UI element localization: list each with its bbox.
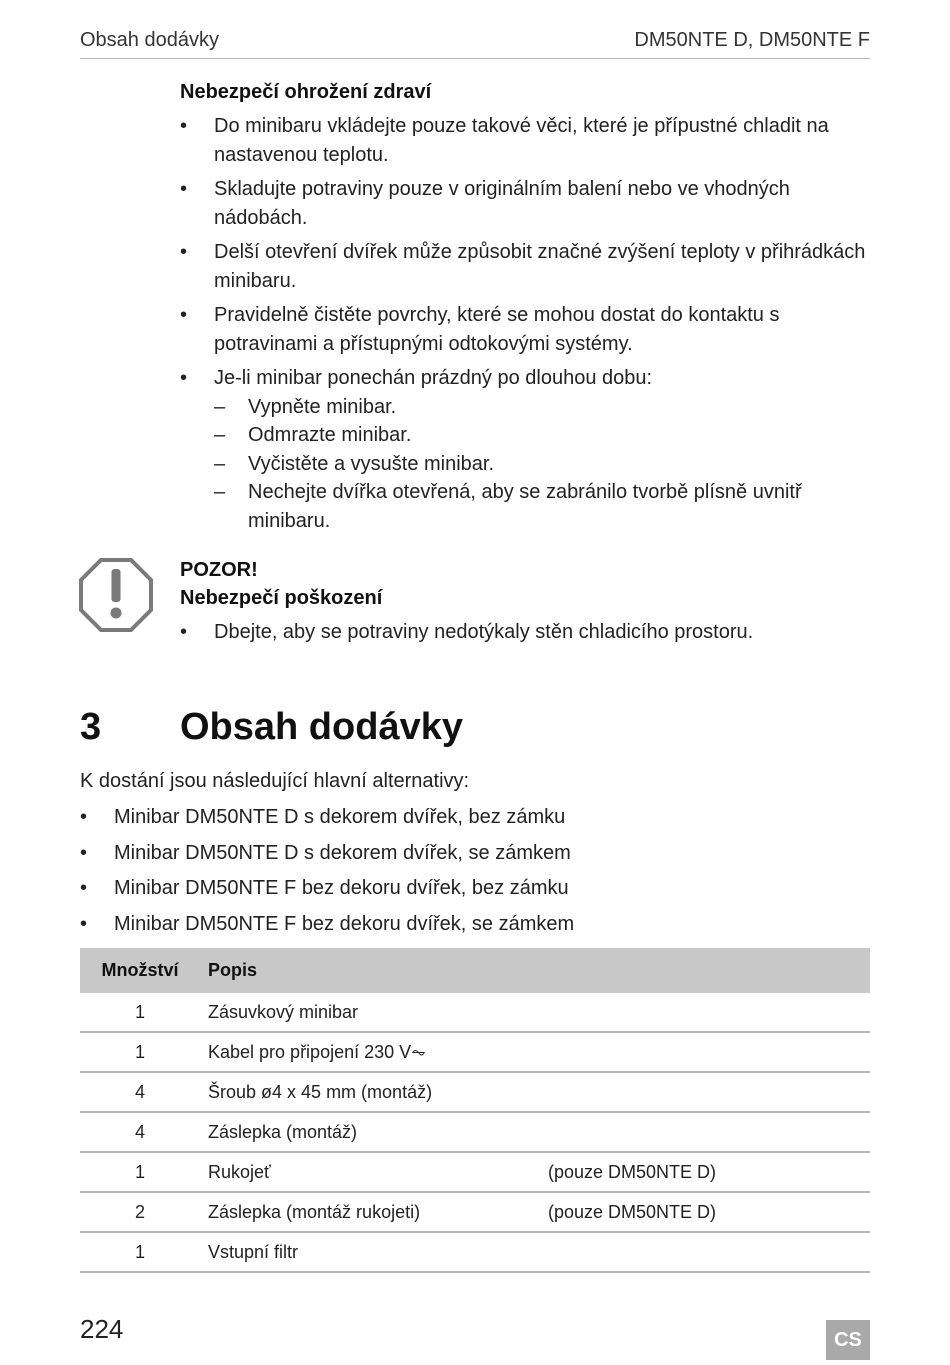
health-warning-list: [180, 112, 870, 535]
bullet-glyph: •: [180, 115, 188, 137]
cell-note: [548, 1232, 870, 1272]
sub-list-item: [214, 421, 870, 450]
table-row: [80, 1112, 870, 1152]
cell-quantity: 1: [80, 1032, 200, 1072]
cell-description: Kabel pro připojení 230 V⏦: [200, 1032, 548, 1072]
cell-description: Záslepka (montáž rukojeti): [200, 1192, 548, 1232]
table-row: [80, 1072, 870, 1112]
list-item: [180, 175, 870, 232]
exclamation-octagon-icon: [79, 558, 153, 632]
header-section-title: Obsah dodávky: [80, 29, 219, 51]
sub-list-item: [214, 393, 870, 422]
cell-quantity: 4: [80, 1072, 200, 1112]
bullet-glyph: •: [80, 877, 88, 899]
cell-quantity: 1: [80, 1152, 200, 1192]
cell-note: [548, 1072, 870, 1112]
sub-list-item-text: Vypněte minibar.: [248, 395, 397, 418]
variants-block: [80, 802, 574, 944]
bullet-glyph: •: [80, 912, 88, 935]
dash-glyph: –: [214, 395, 226, 418]
caution-block: [180, 556, 870, 647]
table-row: [80, 993, 870, 1032]
list-item-text: Delší otevření dvířek může způsobit značné zvýšení teploty v přihrádkách minibaru.: [214, 241, 866, 292]
contents-table: [80, 948, 870, 1273]
table-row: [80, 1152, 870, 1192]
list-item-text: Je-li minibar ponechán prázdný po dlouhou dobu:: [214, 367, 653, 389]
chapter-title: Obsah dodávky: [180, 706, 463, 748]
table-header: [80, 948, 870, 993]
bullet-glyph: •: [180, 178, 188, 200]
list-item-text: Minibar DM50NTE F bez dekoru dvířek, bez zámku: [114, 877, 569, 899]
bullet-glyph: •: [80, 806, 88, 828]
cell-description: Vstupní filtr: [200, 1232, 548, 1272]
running-header: [80, 28, 870, 59]
cell-description: Šroub ø4 x 45 mm (montáž): [200, 1072, 548, 1112]
table-header-row: [80, 948, 870, 993]
cell-quantity: 1: [80, 1232, 200, 1272]
sub-list-item-text: Vyčistěte a vysušte minibar.: [248, 452, 495, 475]
health-warning-title: Nebezpečí ohrožení zdraví: [180, 81, 432, 103]
cell-note: [548, 1112, 870, 1152]
bullet-glyph: •: [80, 841, 88, 864]
bullet-glyph: •: [180, 304, 188, 326]
list-item-text: Minibar DM50NTE D s dekorem dvířek, se zámkem: [114, 841, 571, 864]
cell-quantity: 2: [80, 1192, 200, 1232]
cell-description: Rukojeť: [200, 1152, 548, 1192]
dash-glyph: –: [214, 481, 226, 503]
table-row: [80, 1032, 870, 1072]
list-item-text: Skladujte potraviny pouze v originálním balení nebo ve vhodných nádobách.: [214, 178, 790, 229]
sub-list-item: [214, 478, 870, 535]
cell-quantity: 1: [80, 993, 200, 1032]
caution-list: [180, 618, 870, 647]
list-item: [180, 618, 870, 647]
cell-note: (pouze DM50NTE D): [548, 1192, 870, 1232]
cell-quantity: 4: [80, 1112, 200, 1152]
sub-list-item-text: Nechejte dvířka otevřená, aby se zabránilo tvorbě plísně uvnitř minibaru.: [248, 481, 802, 532]
bullet-glyph: •: [180, 367, 188, 389]
language-badge: CS: [826, 1320, 870, 1360]
list-item: [180, 301, 870, 358]
list-item: [180, 112, 870, 169]
list-item: [80, 838, 574, 874]
dash-glyph: –: [214, 452, 226, 475]
table-body: [80, 993, 870, 1272]
health-warning-block: [180, 78, 870, 535]
cell-note: [548, 1032, 870, 1072]
bullet-glyph: •: [180, 621, 188, 643]
sub-list-item-text: Odmrazte minibar.: [248, 424, 412, 446]
page-number: 224: [80, 1314, 124, 1344]
header-model-names: DM50NTE D, DM50NTE F: [634, 29, 870, 51]
list-item: [80, 802, 574, 838]
list-item-text: Pravidelně čistěte povrchy, které se mohou dostat do kontaktu s potravinami a přístupnými odtokovými systémy.: [214, 304, 780, 355]
column-header-quantity: Množství: [80, 948, 200, 993]
list-item-text: Minibar DM50NTE F bez dekoru dvířek, se zámkem: [114, 912, 575, 935]
cell-description: Záslepka (montáž): [200, 1112, 548, 1152]
list-item: [80, 909, 574, 945]
list-item: [80, 873, 574, 909]
list-item: [180, 238, 870, 295]
caution-label: POZOR!: [180, 559, 258, 581]
sub-list-item: [214, 450, 870, 479]
intro-text: K dostání jsou následující hlavní alternativy:: [80, 770, 470, 792]
cell-description: Zásuvkový minibar: [200, 993, 548, 1032]
cell-note: [548, 993, 870, 1032]
caution-title: Nebezpečí poškození: [180, 587, 383, 609]
list-item-text: Dbejte, aby se potraviny nedotýkaly stěn chladicího prostoru.: [214, 621, 754, 643]
list-item: [180, 364, 870, 535]
bullet-glyph: •: [180, 241, 188, 263]
column-header-description: Popis: [200, 948, 870, 993]
table-row: [80, 1232, 870, 1272]
variants-list: [80, 802, 574, 944]
dash-glyph: –: [214, 424, 226, 446]
list-item-text: Do minibaru vkládejte pouze takové věci, které je přípustné chladit na nastavenou teplotu.: [214, 115, 829, 166]
table-row: [80, 1192, 870, 1232]
cell-note: (pouze DM50NTE D): [548, 1152, 870, 1192]
list-item-text: Minibar DM50NTE D s dekorem dvířek, bez zámku: [114, 806, 566, 828]
sub-list: [214, 393, 870, 536]
chapter-number: 3: [80, 706, 102, 748]
